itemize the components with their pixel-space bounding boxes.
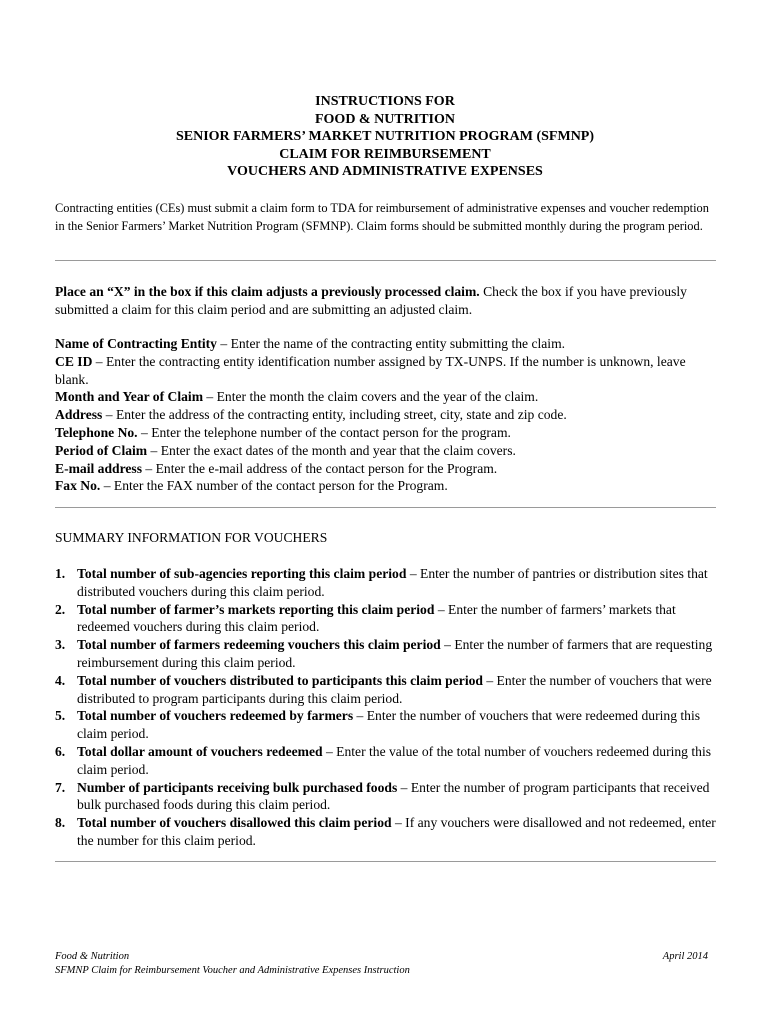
page-footer <box>55 950 410 978</box>
item-term: Total number of farmers redeeming vouchers this claim period <box>77 637 441 653</box>
item-number: 3. <box>55 637 66 653</box>
item-text: – Enter the value of the total number of vouchers redeemed during this claim period. <box>77 743 712 777</box>
list-item <box>55 814 720 850</box>
definition-telephone <box>55 424 720 442</box>
item-number: 1. <box>55 566 66 581</box>
definition-term: Fax No. <box>55 478 101 494</box>
item-term: Total number of vouchers redeemed by farmers <box>77 708 354 724</box>
adjust-claim-heading: Place an “X” in the box if this claim adjusts a previously processed claim. <box>55 284 480 299</box>
item-text: – Enter the number of farmers that are requesting reimbursement during this claim period. <box>77 637 713 670</box>
definition-term: Period of Claim <box>55 442 148 458</box>
list-item <box>55 672 720 708</box>
list-item <box>55 601 720 637</box>
divider <box>55 260 716 261</box>
definition-text: – Enter the telephone number of the contact person for the program. <box>137 424 511 440</box>
definition-term: Name of Contracting Entity <box>55 336 217 351</box>
definition-term: Telephone No. <box>55 424 138 440</box>
document-title <box>0 93 770 181</box>
item-text: – Enter the number of program participants that received bulk purchased foods during this claim period. <box>77 779 710 813</box>
item-term: Total dollar amount of vouchers redeemed <box>77 743 323 759</box>
item-text: – Enter the number of vouchers that were redeemed during this claim period. <box>77 708 701 742</box>
item-term: Total number of sub-agencies reporting this claim period <box>77 566 407 581</box>
list-item <box>55 636 720 672</box>
item-term: Total number of vouchers distributed to participants this claim period <box>77 672 483 688</box>
item-text: – Enter the number of vouchers that were distributed to program participants during this claim period. <box>77 672 712 706</box>
item-text: – If any vouchers were disallowed and not redeemed, enter the number for this claim period. <box>77 815 716 848</box>
title-line: VOUCHERS AND ADMINISTRATIVE EXPENSES <box>227 164 543 179</box>
item-text: – Enter the number of farmers’ markets that redeemed vouchers during this claim period. <box>77 601 676 635</box>
field-definitions <box>55 335 720 495</box>
item-number: 6. <box>55 743 66 759</box>
list-item <box>55 707 720 743</box>
item-number: 4. <box>55 672 66 688</box>
definition-text: – Enter the exact dates of the month and year that the claim covers. <box>147 442 516 458</box>
definition-text: – Enter the address of the contracting entity, including street, city, state and zip code. <box>102 407 567 423</box>
intro-paragraph: Contracting entities (CEs) must submit a claim form to TDA for reimbursement of administrative expenses and voucher redemption in the Senior Farmers’ Market Nutrition Program (SFMNP). Claim forms should be submitted monthly during the program period. <box>55 201 709 233</box>
summary-list <box>55 565 720 850</box>
definition-text: – Enter the contracting entity identification number assigned by TX-UNPS. If the number is unknown, leave blank. <box>55 353 686 387</box>
definition-address <box>55 406 720 424</box>
title-line: INSTRUCTIONS FOR <box>315 94 455 109</box>
divider <box>55 507 716 508</box>
title-line: CLAIM FOR REIMBURSEMENT <box>279 146 491 162</box>
list-item <box>55 565 720 601</box>
definition-term: E-mail address <box>55 460 142 476</box>
definition-ce-id <box>55 353 720 389</box>
adjust-claim-text: Check the box if you have previously submitted a claim for this claim period and are submitting an adjusted claim. <box>55 284 687 317</box>
footer-department: Food & Nutrition <box>55 951 130 962</box>
definition-email <box>55 460 720 478</box>
item-number: 7. <box>55 779 66 795</box>
item-term: Total number of vouchers disallowed this claim period <box>77 815 392 831</box>
item-number: 2. <box>55 601 66 617</box>
title-line: FOOD & NUTRITION <box>314 111 455 127</box>
item-term: Total number of farmer’s markets reporting this claim period <box>77 601 435 617</box>
definition-term: Address <box>55 407 103 423</box>
definition-period <box>55 442 720 460</box>
footer-date: April 2014 <box>662 951 708 962</box>
item-number: 8. <box>55 815 66 831</box>
definition-term: Month and Year of Claim <box>55 389 204 405</box>
definition-name-of-ce <box>55 335 720 353</box>
definition-text: – Enter the FAX number of the contact person for the Program. <box>100 478 448 494</box>
divider <box>55 861 716 862</box>
adjust-claim-paragraph <box>55 283 720 319</box>
definition-text: – Enter the month the claim covers and the year of the claim. <box>203 389 539 405</box>
summary-heading: SUMMARY INFORMATION FOR VOUCHERS <box>55 530 328 545</box>
definition-fax <box>55 477 720 495</box>
definition-month-year <box>55 388 720 406</box>
footer-document-title: SFMNP Claim for Reimbursement Voucher and Administrative Expenses Instruction <box>55 965 410 976</box>
list-item <box>55 779 720 815</box>
title-line: SENIOR FARMERS’ MARKET NUTRITION PROGRAM (SFMNP) <box>175 129 595 144</box>
definition-text: – Enter the name of the contracting entity submitting the claim. <box>216 336 566 351</box>
definition-term: CE ID <box>55 353 93 369</box>
item-term: Number of participants receiving bulk purchased foods <box>77 779 398 795</box>
item-text: – Enter the number of pantries or distribution sites that distributed vouchers during this claim period. <box>77 566 708 599</box>
item-number: 5. <box>55 708 66 724</box>
definition-text: – Enter the e-mail address of the contact person for the Program. <box>142 460 498 476</box>
list-item <box>55 743 720 779</box>
